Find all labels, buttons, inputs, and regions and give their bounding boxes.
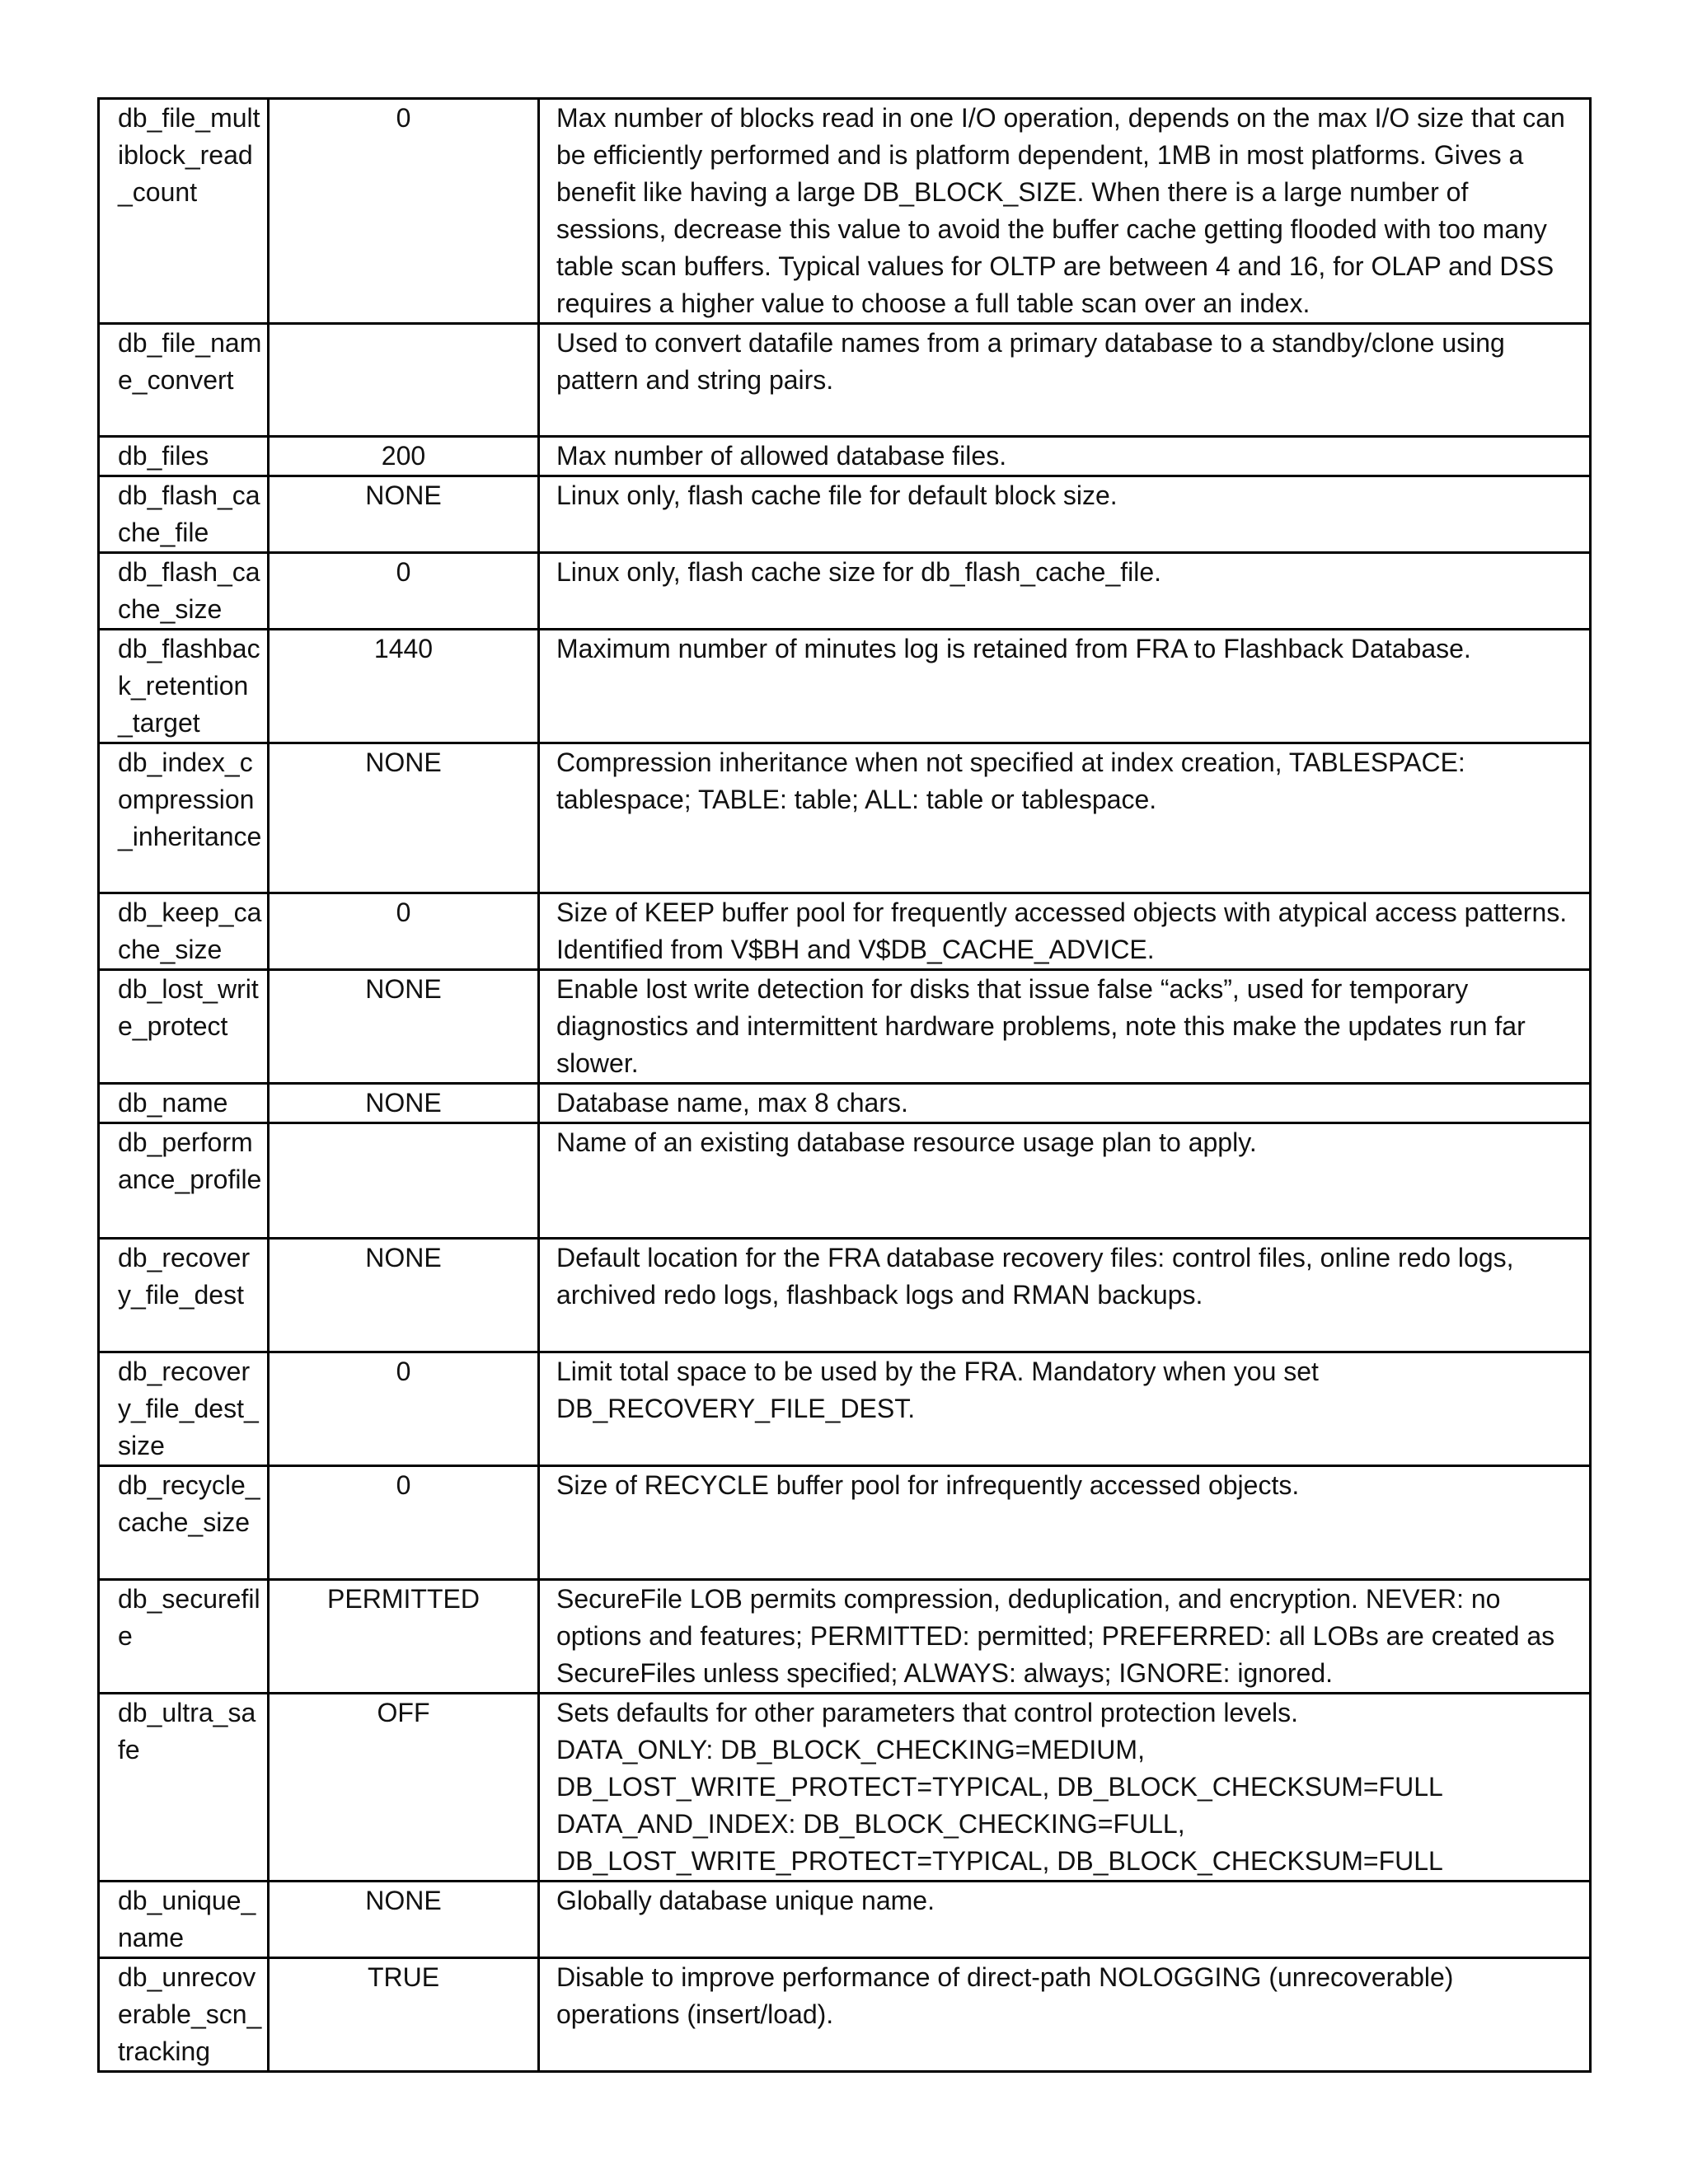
- parameter-name: db_files: [99, 437, 269, 476]
- table-row: [99, 1123, 1591, 1239]
- table-row: [99, 893, 1591, 970]
- parameter-description: Size of RECYCLE buffer pool for infrequently accessed objects.: [539, 1466, 1591, 1580]
- table-row: [99, 553, 1591, 630]
- parameter-name: db_unrecoverable_scn_tracking: [99, 1958, 269, 2072]
- parameter-name: db_performance_profile: [99, 1123, 269, 1239]
- table-row: [99, 1694, 1591, 1882]
- parameter-description: Sets defaults for other parameters that control protection levels. DATA_ONLY: DB_BLOCK_CHECKING=MEDIUM, DB_LOST_WRITE_PROTECT=TYPICAL, DB_BLOCK_CHECKSUM=FULL DATA_AND_INDEX: DB_BLOCK_CHECKING=FULL, DB_LOST_WRITE_PROTECT=TYPICAL, DB_BLOCK_CHECKSUM=FULL: [539, 1694, 1591, 1882]
- default-value: [269, 324, 539, 437]
- parameter-description: Default location for the FRA database recovery files: control files, online redo logs, archived redo logs, flashback logs and RMAN backups.: [539, 1239, 1591, 1352]
- default-value: NONE: [269, 743, 539, 893]
- parameter-name: db_lost_write_protect: [99, 970, 269, 1084]
- parameter-name: db_securefile: [99, 1580, 269, 1694]
- default-value: OFF: [269, 1694, 539, 1882]
- parameter-description: Linux only, flash cache file for default block size.: [539, 476, 1591, 553]
- default-value: NONE: [269, 970, 539, 1084]
- table-row: [99, 476, 1591, 553]
- parameter-description: Used to convert datafile names from a primary database to a standby/clone using pattern and string pairs.: [539, 324, 1591, 437]
- default-value: 0: [269, 893, 539, 970]
- parameter-description: SecureFile LOB permits compression, deduplication, and encryption. NEVER: no options and features; PERMITTED: permitted; PREFERRED: all LOBs are created as SecureFiles unless specified; ALWAYS: always; IGNORE: ignored.: [539, 1580, 1591, 1694]
- parameter-name: db_file_multiblock_read_count: [99, 99, 269, 324]
- default-value: 0: [269, 1352, 539, 1466]
- default-value: NONE: [269, 1239, 539, 1352]
- table-row: [99, 970, 1591, 1084]
- default-value: 1440: [269, 630, 539, 743]
- parameter-description: Enable lost write detection for disks that issue false “acks”, used for temporary diagnostics and intermittent hardware problems, note this make the updates run far slower.: [539, 970, 1591, 1084]
- parameter-description: Max number of allowed database files.: [539, 437, 1591, 476]
- default-value: TRUE: [269, 1958, 539, 2072]
- parameter-description: Limit total space to be used by the FRA. Mandatory when you set DB_RECOVERY_FILE_DEST.: [539, 1352, 1591, 1466]
- table-row: [99, 437, 1591, 476]
- parameter-description: Globally database unique name.: [539, 1882, 1591, 1958]
- table-row: [99, 1580, 1591, 1694]
- table-row: [99, 99, 1591, 324]
- parameter-description: Size of KEEP buffer pool for frequently accessed objects with atypical access patterns. Identified from V$BH and V$DB_CACHE_ADVICE.: [539, 893, 1591, 970]
- default-value: 0: [269, 99, 539, 324]
- parameter-description: Database name, max 8 chars.: [539, 1084, 1591, 1123]
- default-value: NONE: [269, 476, 539, 553]
- parameter-name: db_index_compression_inheritance: [99, 743, 269, 893]
- parameter-description: Disable to improve performance of direct-path NOLOGGING (unrecoverable) operations (insert/load).: [539, 1958, 1591, 2072]
- table-row: [99, 1882, 1591, 1958]
- parameter-name: db_flash_cache_file: [99, 476, 269, 553]
- parameter-name: db_flashback_retention_target: [99, 630, 269, 743]
- table-row: [99, 1466, 1591, 1580]
- parameter-name: db_name: [99, 1084, 269, 1123]
- parameter-name: db_recovery_file_dest: [99, 1239, 269, 1352]
- parameter-table-body: [99, 99, 1591, 2072]
- table-row: [99, 324, 1591, 437]
- parameter-name: db_keep_cache_size: [99, 893, 269, 970]
- parameter-table: [97, 97, 1592, 2073]
- parameter-name: db_ultra_safe: [99, 1694, 269, 1882]
- default-value: PERMITTED: [269, 1580, 539, 1694]
- table-row: [99, 1352, 1591, 1466]
- default-value: 0: [269, 553, 539, 630]
- parameter-description: Linux only, flash cache size for db_flash_cache_file.: [539, 553, 1591, 630]
- table-row: [99, 1958, 1591, 2072]
- parameter-description: Max number of blocks read in one I/O operation, depends on the max I/O size that can be efficiently performed and is platform dependent, 1MB in most platforms. Gives a benefit like having a large DB_BLOCK_SIZE. When there is a large number of sessions, decrease this value to avoid the buffer cache getting flooded with too many table scan buffers. Typical values for OLTP are between 4 and 16, for OLAP and DSS requires a higher value to choose a full table scan over an index.: [539, 99, 1591, 324]
- table-row: [99, 630, 1591, 743]
- table-row: [99, 1084, 1591, 1123]
- default-value: 0: [269, 1466, 539, 1580]
- parameter-name: db_recycle_cache_size: [99, 1466, 269, 1580]
- default-value: NONE: [269, 1882, 539, 1958]
- table-row: [99, 743, 1591, 893]
- default-value: [269, 1123, 539, 1239]
- default-value: NONE: [269, 1084, 539, 1123]
- parameter-name: db_recovery_file_dest_size: [99, 1352, 269, 1466]
- parameter-description: Compression inheritance when not specified at index creation, TABLESPACE: tablespace; TABLE: table; ALL: table or tablespace.: [539, 743, 1591, 893]
- parameter-description: Maximum number of minutes log is retained from FRA to Flashback Database.: [539, 630, 1591, 743]
- parameter-name: db_flash_cache_size: [99, 553, 269, 630]
- parameter-description: Name of an existing database resource usage plan to apply.: [539, 1123, 1591, 1239]
- parameter-name: db_unique_name: [99, 1882, 269, 1958]
- default-value: 200: [269, 437, 539, 476]
- table-row: [99, 1239, 1591, 1352]
- parameter-name: db_file_name_convert: [99, 324, 269, 437]
